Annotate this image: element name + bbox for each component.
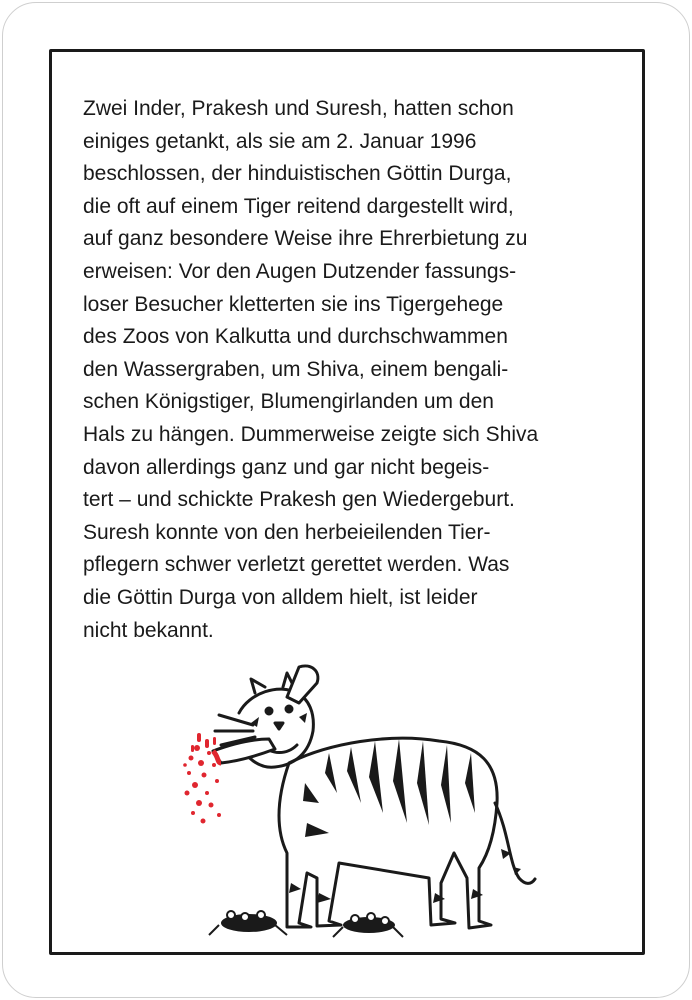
story-line: erweisen: Vor den Augen Dutzender fassungs- [83,259,517,283]
card [2,2,690,998]
story-line: pflegern schwer verletzt gerettet werden. Was [83,553,510,577]
story-text [83,93,623,647]
story-line: Hals zu hängen. Dummerweise zeigte sich Shiva [83,422,539,446]
tiger-body [215,673,535,928]
story-line: einiges getankt, als sie am 2. Januar 1996 [83,129,477,153]
story-line: auf ganz besondere Weise ihre Ehrerbietung zu [83,227,528,251]
story-line: des Zoos von Kalkutta und durchschwammen [83,325,508,349]
severed-arm [213,666,318,763]
story-line: schen Königstiger, Blumengirlanden um den [83,390,494,414]
story-line: Suresh konnte von den herbeieilenden Tier- [83,520,491,544]
story-line: beschlossen, der hinduistischen Göttin Durga, [83,162,512,186]
story-line: nicht bekannt. [83,618,214,642]
story-line: Zwei Inder, Prakesh und Suresh, hatten schon [83,97,514,120]
story-line: die oft auf einem Tiger reitend dargestellt wird, [83,194,514,218]
story-line: davon allerdings ganz und gar nicht begeis- [83,455,490,479]
story-line: die Göttin Durga von alldem hielt, ist leider [83,585,478,609]
blood-splatter [183,733,223,824]
story-line: tert – und schickte Prakesh gen Wiedergeburt. [83,488,515,512]
tiger-with-arm-illustration [179,653,539,943]
story-line: den Wassergraben, um Shiva, einem bengali- [83,357,509,381]
story-line: loser Besucher kletterten sie ins Tigergehege [83,292,504,316]
